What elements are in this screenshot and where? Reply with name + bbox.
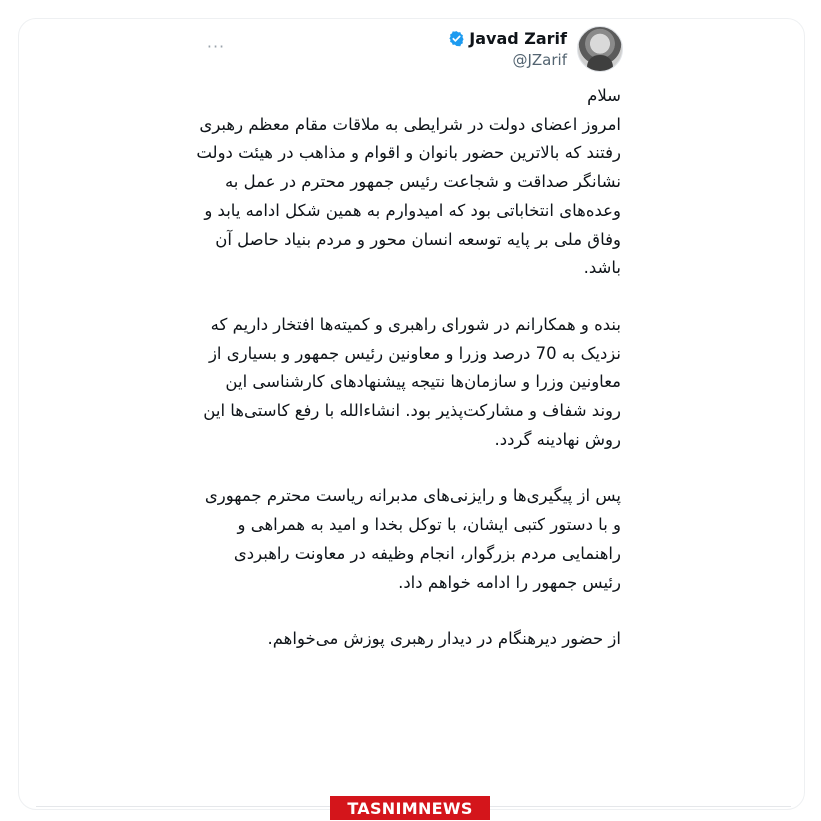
verified-badge-icon: [448, 30, 465, 47]
display-name-row: [448, 29, 567, 48]
tweet-paragraph: پس از پیگیری‌ها و رایزنی‌های مدبرانه ریاست محترم جمهوری و با دستور کتبی ایشان، با توکل بخدا و امید به همراهی و راهنمایی مردم بزرگوار، انجام وظیفه در معاونت راهبردی رئیس جمهور را ادامه خواهم داد.: [204, 486, 621, 592]
tweet-paragraph: از حضور دیرهنگام در دیدار رهبری پوزش می‌خواهم.: [267, 629, 621, 649]
author-display-name[interactable]: Javad Zarif: [469, 29, 567, 48]
more-options-icon[interactable]: ···: [206, 36, 226, 56]
author-names: [448, 29, 567, 69]
tweet-header: [448, 24, 623, 74]
tweet-paragraph: بنده و همکارانم در شورای راهبری و کمیته‌ها افتخار داریم که نزدیک به 70 درصد وزرا و معاونین رئیس جمهور و بسیاری از معاونین وزرا و سازمان‌ها نتیجه پیشنهادهای کارشناسی این روند شفاف و مشارکت‌پذیر بود. انشاءالله با رفع کاستی‌ها این روش نهادینه گردد.: [203, 314, 621, 449]
tweet-text: [195, 82, 621, 654]
tweet-paragraph: سلام امروز اعضای دولت در شرایطی به ملاقات مقام معظم رهبری رفتند که بالاترین حضور بانوان و اقوام و مذاهب در هیئت دولت نشانگر صداقت و شجاعت رئیس جمهور محترم در عمل به وعده‌های انتخاباتی بود که امیدوارم به همین شکل ادامه یابد و وفاق ملی بر پایه توسعه انسان محور و مردم بنیاد حاصل آن باشد.: [196, 86, 621, 278]
author-handle[interactable]: @JZarif: [512, 51, 567, 69]
avatar[interactable]: [577, 26, 623, 72]
tasnimnews-watermark: TASNIMNEWS: [330, 796, 490, 820]
